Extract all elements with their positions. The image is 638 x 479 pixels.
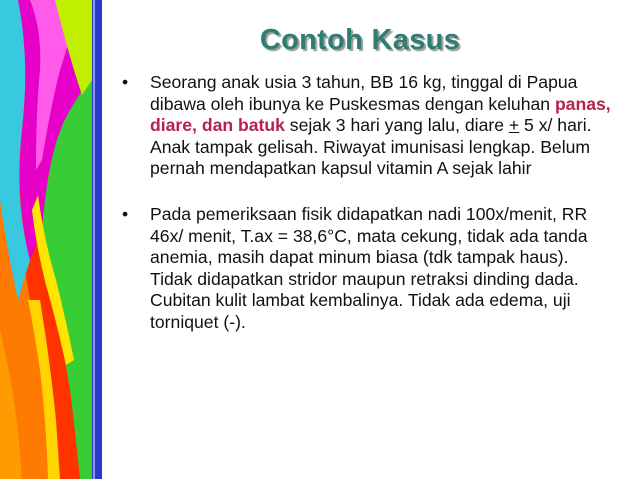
bullet-marker: • xyxy=(122,72,129,92)
bullet-list xyxy=(122,72,612,358)
bullet-item-exam xyxy=(122,204,612,334)
decorative-color-strip xyxy=(0,0,102,479)
plus-minus-sign: + xyxy=(508,115,520,136)
bullet-item-case xyxy=(122,72,612,180)
case-text-end: 5 x/ hari. Anak tampak gelisah. Riwayat imunisasi lengkap. Belum pernah mendapatkan kapsul vitamin A sejak lahir xyxy=(150,115,592,179)
slide-title: Contoh Kasus xyxy=(259,24,461,56)
bullet-marker: • xyxy=(122,203,129,224)
case-text-mid: sejak 3 hari yang lalu, diare xyxy=(284,115,509,136)
case-text-intro: Seorang anak usia 3 tahun, BB 16 kg, tinggal di Papua dibawa oleh ibunya ke Puskesmas dengan keluhan xyxy=(150,72,578,114)
case-complaint-highlight: panas, diare, dan batuk xyxy=(150,93,611,136)
exam-text: Pada pemeriksaan fisik didapatkan nadi 100x/menit, RR 46x/ menit, T.ax = 38,6°C, mata cekung, tidak ada tanda anemia, masih dapat minum biasa (tdk tampak haus). Tidak didapatkan stridor maupun retraksi dinding dada. Cubitan kulit lambat kembalinya. Tidak ada edema, uji torniquet (-). xyxy=(150,203,588,332)
